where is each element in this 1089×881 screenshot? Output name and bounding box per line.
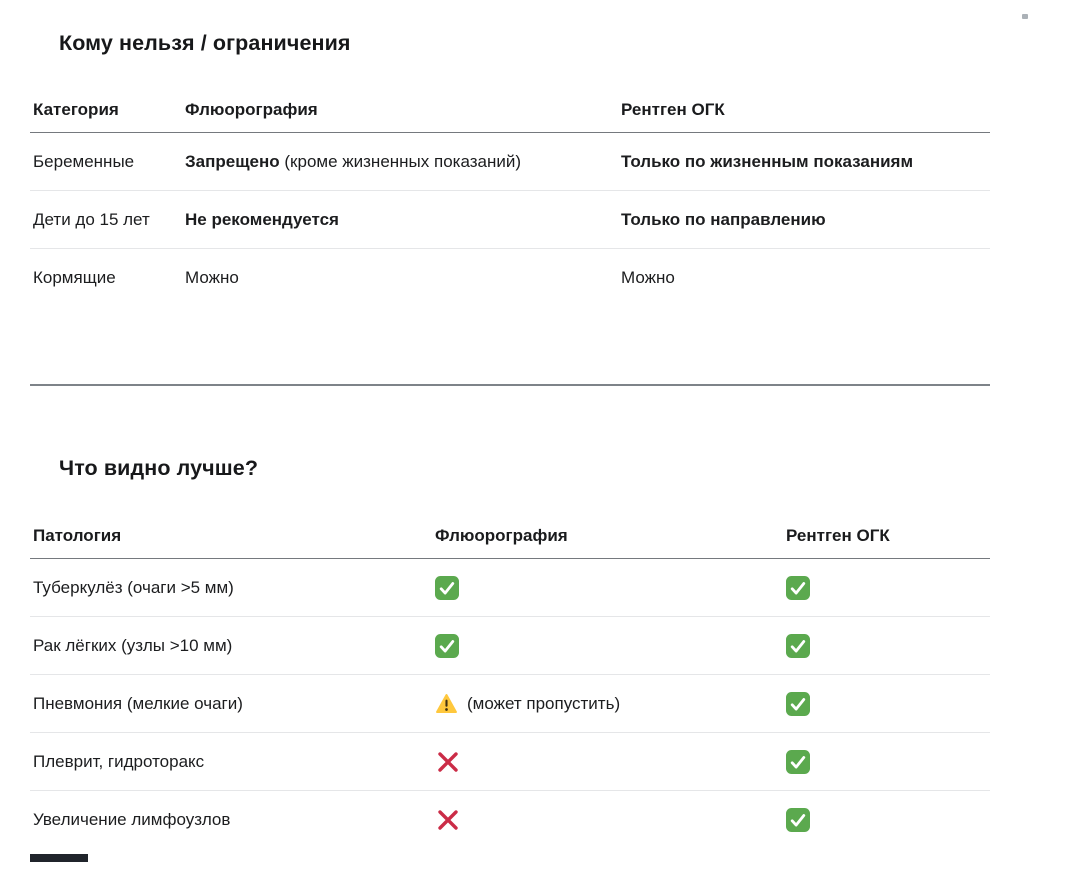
check-icon <box>435 634 459 658</box>
xray-cell <box>786 750 990 774</box>
column-header-xray: Рентген ОГК <box>786 526 890 545</box>
fluorography-cell <box>435 576 786 600</box>
table-row <box>30 675 990 733</box>
restrictions-table-header-row <box>30 88 990 133</box>
table-row <box>30 191 990 249</box>
fluorography-verdict: Не рекомендуется <box>185 209 339 229</box>
warning-icon <box>435 693 458 714</box>
fluorography-cell <box>435 749 786 775</box>
table-row <box>30 733 990 791</box>
category-cell: Дети до 15 лет <box>33 209 150 229</box>
fluorography-cell <box>435 807 786 833</box>
pathology-cell: Туберкулёз (очаги >5 мм) <box>33 577 234 597</box>
cross-icon <box>435 749 461 775</box>
visibility-table <box>30 514 990 849</box>
table-row <box>30 617 990 675</box>
restrictions-table <box>30 88 990 307</box>
column-header-fluorography: Флюорография <box>435 526 568 545</box>
fluorography-note: (может пропустить) <box>467 693 621 713</box>
check-icon <box>786 808 810 832</box>
pathology-cell: Пневмония (мелкие очаги) <box>33 693 243 713</box>
corner-artifact-dot <box>1022 14 1028 19</box>
visibility-table-header-row <box>30 514 990 559</box>
column-header-category: Категория <box>33 100 119 119</box>
pathology-cell: Рак лёгких (узлы >10 мм) <box>33 635 233 655</box>
fluorography-note: (кроме жизненных показаний) <box>279 151 522 171</box>
fluorography-verdict: Запрещено <box>185 151 280 171</box>
pathology-cell: Увеличение лимфоузлов <box>33 810 231 829</box>
fluorography-cell <box>185 268 621 288</box>
fluorography-cell <box>435 634 786 658</box>
xray-cell <box>786 576 990 600</box>
section1-title: Кому нельзя / ограничения <box>59 31 351 55</box>
xray-cell <box>786 692 990 716</box>
fluorography-cell <box>185 152 621 172</box>
fluorography-cell <box>185 210 621 230</box>
next-section-cutoff-bar <box>30 854 88 862</box>
fluorography-cell <box>435 693 786 714</box>
pathology-cell: Плеврит, гидроторакс <box>33 751 205 771</box>
check-icon <box>786 750 810 774</box>
check-icon <box>786 692 810 716</box>
table-row <box>30 559 990 617</box>
xray-cell <box>786 808 990 832</box>
check-icon <box>786 634 810 658</box>
check-icon <box>786 576 810 600</box>
table-row <box>30 791 990 849</box>
category-cell: Кормящие <box>33 268 116 287</box>
category-cell: Беременные <box>33 151 135 171</box>
column-header-pathology: Патология <box>33 526 122 545</box>
fluorography-note: Можно <box>185 268 239 287</box>
xray-cell: Можно <box>621 268 675 287</box>
xray-cell <box>786 634 990 658</box>
table-row <box>30 133 990 191</box>
check-icon <box>435 576 459 600</box>
section2-title: Что видно лучше? <box>59 456 259 480</box>
cross-icon <box>435 807 461 833</box>
xray-cell: Только по направлению <box>621 209 826 229</box>
section-divider <box>30 384 990 386</box>
column-header-fluorography: Флюорография <box>185 100 318 119</box>
xray-cell: Только по жизненным показаниям <box>621 151 914 171</box>
table-row <box>30 249 990 307</box>
column-header-xray: Рентген ОГК <box>621 100 725 119</box>
